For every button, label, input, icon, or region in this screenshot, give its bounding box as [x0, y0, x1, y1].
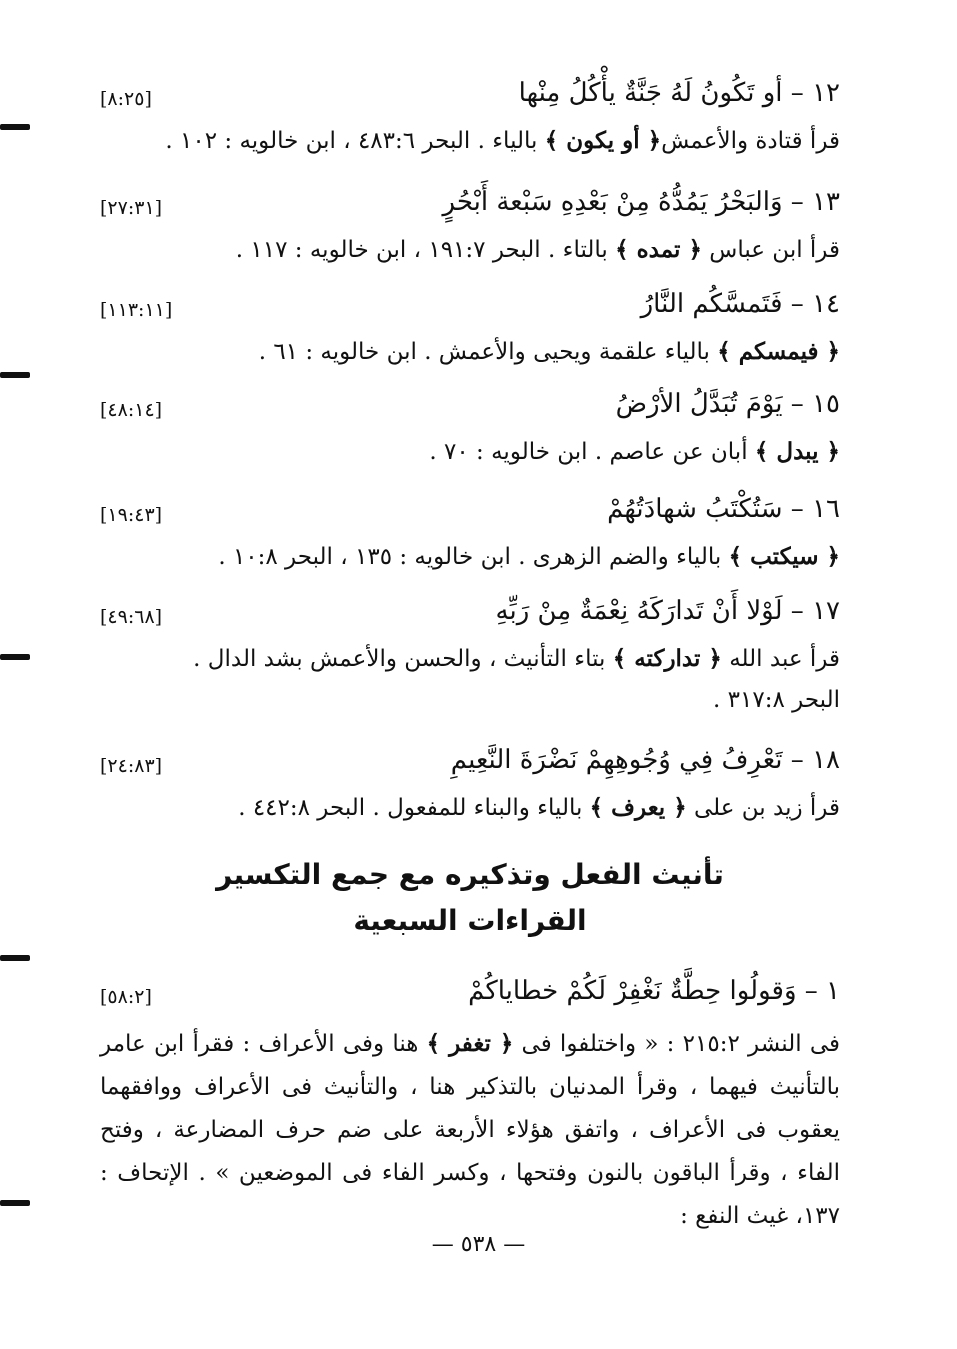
- reading-keyword: ﴿ سيكتب ﴾: [728, 543, 840, 570]
- reading-entry: [100, 490, 840, 578]
- quran-verse: ١٥ – يَوْمَ تُبَدَّلُ الأرْضُ: [615, 389, 840, 419]
- verse-line: [100, 183, 840, 229]
- reading-keyword: ﴿ فيمسكم ﴾: [717, 338, 840, 365]
- quran-verse: ١٤ – فَتَمسَّكُم النَّارُ: [640, 289, 840, 319]
- reading-note: ﴿ سيكتب ﴾ بالياء والضم الزهرى . ابن خالويه : ١٣٥ ، البحر ١٠:٨ .: [218, 543, 840, 570]
- commentary-paragraph: فى النشر ٢١٥:٢ : « واختلفوا فى ﴿ تغفر ﴾ هنا وفى الأعراف : فقرأ ابن عامر بالتأنيث فيهما ، وقرأ المدنيان بالتذكير هنا ، والتأنيث فى الأعراف ووافقهما يعقوب فى الأعراف ، واتفق هؤلاء الأربعة على ضم حرف المضارعة ، وفتح الفاء ، وقرأ الباقون بالنون وفتحها ، وكسر الفاء فى الموضعين » . الإتحاف : ١٣٧، غيث النفع :: [100, 1030, 840, 1229]
- reading-keyword: ﴿ أو يكون ﴾: [544, 127, 662, 154]
- page-number: — ٥٣٨ —: [431, 1232, 526, 1257]
- reading-entry: [100, 74, 840, 162]
- section-heading: تأنيث الفعل وتذكيره مع جمع التكسير: [216, 858, 724, 891]
- verse-line: [100, 972, 840, 1018]
- reading-entry: [100, 592, 840, 721]
- quran-verse: ١ – وَقولُوا حِطَّةٌ نَغْفِرْ لَكُمْ خطاياكُمْ: [468, 976, 840, 1006]
- quran-verse: ١٨ – تَعْرِفُ فِي وُجُوهِهِمْ نَضْرَةَ النَّعِيمِ: [450, 745, 840, 775]
- scan-edge-mark: [0, 124, 30, 130]
- reading-keyword: ﴿ تداركته ﴾: [612, 645, 722, 672]
- reading-keyword: ﴿ يبدل ﴾: [754, 438, 840, 465]
- scan-edge-mark: [0, 372, 30, 378]
- reading-entry: [100, 972, 840, 1018]
- quran-verse: ١٧ – لَوْلا أَنْ تَدارَكَهُ نِعْمَةٌ مِنْ رَبِّهِ: [495, 596, 840, 626]
- reading-note: البحر ٣١٧:٨ .: [713, 687, 840, 713]
- verse-line: [100, 385, 840, 431]
- scan-edge-mark: [0, 654, 30, 660]
- reading-keyword: ﴿ يعرف ﴾: [589, 794, 687, 821]
- reading-note: قرأ عبد الله ﴿ تداركته ﴾ بتاء التأنيث ، والحسن والأعمش بشد الدال .: [193, 645, 840, 672]
- verse-reference: [٨:٢٥]: [100, 88, 152, 110]
- quran-verse: ١٦ – سَتُكْتَبُ شهادَتُهُمْ: [607, 494, 840, 524]
- reading-entry: [100, 285, 840, 373]
- reading-note: ﴿ فيمسكم ﴾ بالياء علقمة ويحيى والأعمش . ابن خالويه : ٦١ .: [258, 338, 840, 365]
- verse-reference: [٥٨:٢]: [100, 986, 152, 1008]
- verse-line: [100, 592, 840, 638]
- reading-note: قرأ ابن عباس ﴿ تمده ﴾ بالتاء . البحر ١٩١:٧ ، ابن خالويه : ١١٧ .: [235, 236, 840, 263]
- verse-line: [100, 490, 840, 536]
- quran-verse: ١٣ – وَالبَحْرُ يَمُدُّهُ مِنْ بَعْدِهِ سَبْعة أَبْحُرٍ: [442, 187, 840, 217]
- verse-line: [100, 74, 840, 120]
- verse-line: [100, 285, 840, 331]
- scan-edge-mark: [0, 955, 30, 961]
- reading-note: قرأ قتادة والأعمش﴿ أو يكون ﴾ بالياء . البحر ٤٨٣:٦ ، ابن خالويه : ١٠٢ .: [165, 127, 840, 154]
- verse-reference: [٤٩:٦٨]: [100, 606, 163, 628]
- reading-note: قرأ زيد بن على ﴿ يعرف ﴾ بالياء والبناء للمفعول . البحر ٤٤٢:٨ .: [238, 794, 840, 821]
- quran-verse: ١٢ – أو تَكُونُ لَهُ جَنَّةٌ يأْكُلُ مِنْها: [518, 78, 840, 108]
- verse-reference: [١١٣:١١]: [100, 299, 173, 321]
- verse-reference: [٤٨:١٤]: [100, 399, 163, 421]
- reading-entry: [100, 183, 840, 271]
- verse-reference: [١٩:٤٣]: [100, 504, 163, 526]
- reading-entry: [100, 385, 840, 473]
- verse-reference: [٢٧:٣١]: [100, 197, 163, 219]
- reading-keyword: ﴿ تمده ﴾: [615, 236, 702, 263]
- reading-note: ﴿ يبدل ﴾ أبان عن عاصم . ابن خالويه : ٧٠ .: [429, 438, 840, 465]
- scan-edge-mark: [0, 1200, 30, 1206]
- section-subheading: القراءات السبعية: [353, 904, 587, 937]
- reading-keyword: ﴿ تغفر ﴾: [426, 1030, 514, 1057]
- reading-entry: [100, 741, 840, 829]
- verse-line: [100, 741, 840, 787]
- verse-reference: [٢٤:٨٣]: [100, 755, 163, 777]
